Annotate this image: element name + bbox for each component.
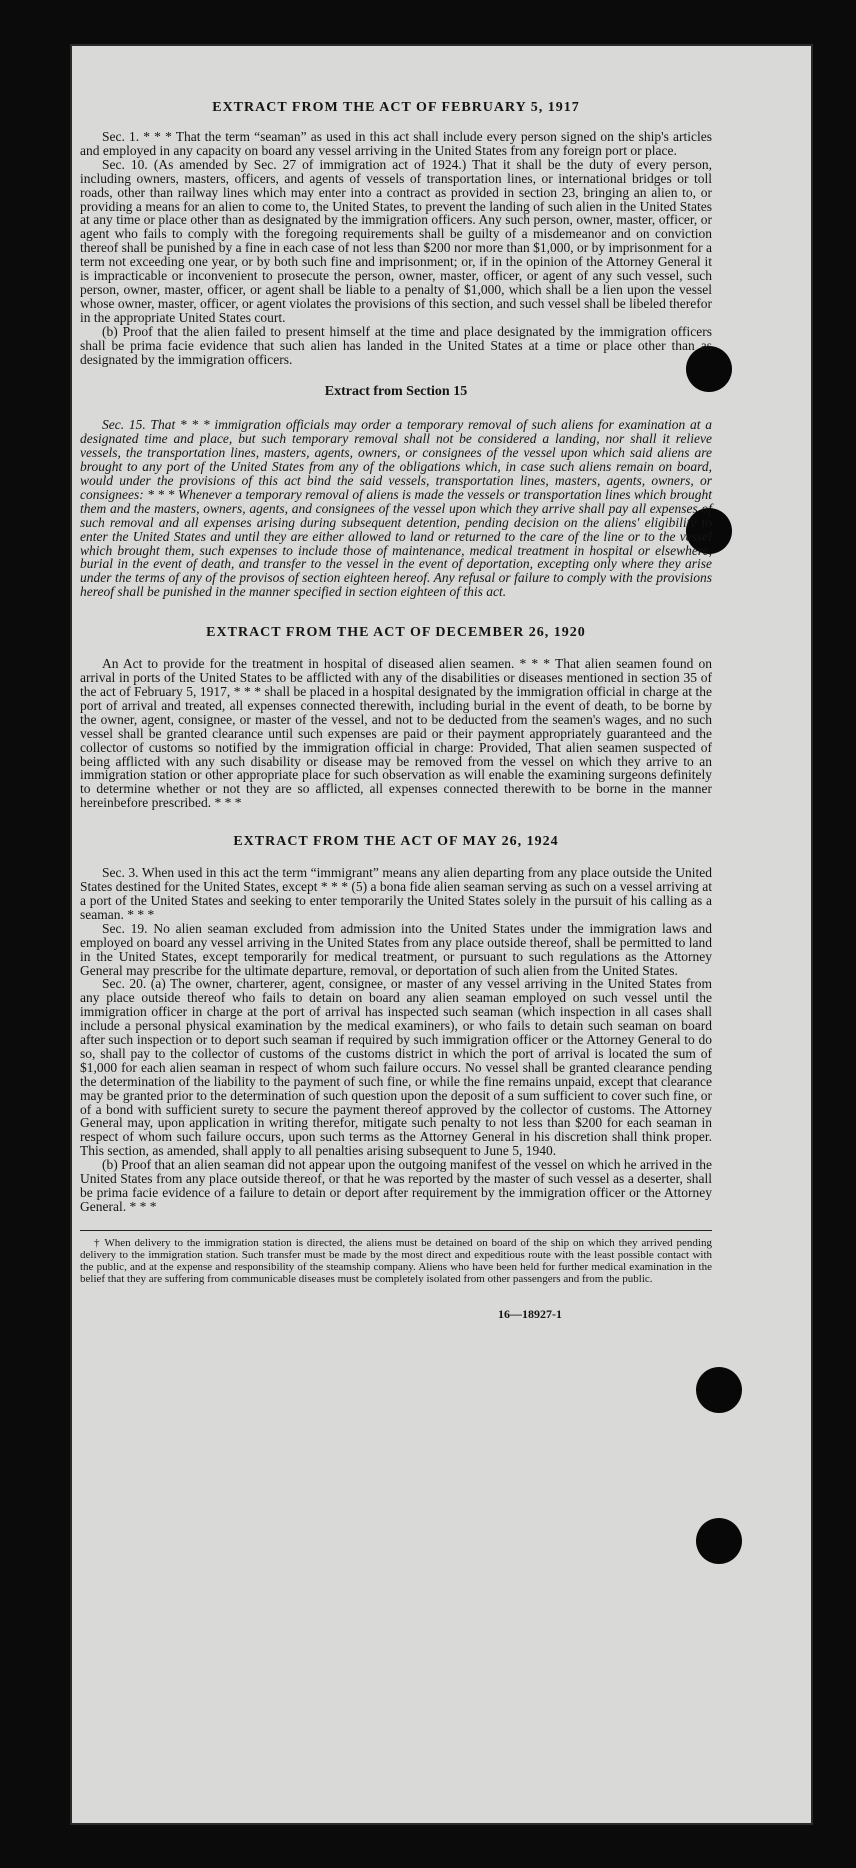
footnote (80, 1230, 712, 1285)
paragraph-sec-19: Sec. 19. No alien seaman excluded from admission into the United States under the immigration laws and employed on board any vessel arriving in the United States from any place outside thereof, shall be permitted to land in the United States, except temporarily for medical treatment, or pursuant to such regulations as the Attorney General may prescribe for the ultimate departure, removal, or deportation of such alien from the United States. (80, 920, 712, 978)
form-number: 16—18927-1 (498, 1306, 562, 1321)
punch-hole (696, 1518, 742, 1564)
paragraph-sec-3: Sec. 3. When used in this act the term “immigrant” means any alien departing from any place outside the United States destined for the United States, except * * * (5) a bona fide alien seaman serving as such on a vessel arriving at a port of the United States and seeking to enter temporarily the United States solely in the pursuit of his calling as a seaman. * * * (80, 865, 712, 922)
heading-act-may-1924: EXTRACT FROM THE ACT OF MAY 26, 1924 (233, 834, 559, 850)
document-text (80, 100, 712, 1322)
paragraph-sec-20b: (b) Proof that an alien seaman did not appear upon the outgoing manifest of the vessel on which he arrived in the United States from any place outside thereof, or that he was reported by the master of such vessel as a deserter, shall be prima facie evidence of a failure to detain or deport after requirement by the immigration officer or the Attorney General. * * * (80, 1157, 712, 1214)
paragraph-sec-20a: Sec. 20. (a) The owner, charterer, agent, consignee, or master of any vessel arriving in the United States from any place outside thereof who fails to detain on board any alien seaman employed on such vessel until the immigration officer in charge at the port of arrival has inspected such seaman (which inspection in all cases shall include a personal physical examination by the medical examiners), or who fails to detain such seaman on board after such inspection or to deport such seaman if required by such immigration officer or the Attorney General to do so, shall pay to the collector of customs of the customs district in which the port of arrival is located the sum of $1,000 for each alien seaman in respect of whom such failure occurs. No vessel shall be granted clearance pending the determination of the liability to the payment of such fine, or while the fine remains unpaid, except that clearance may be granted prior to the determination of such question upon the deposit of a sum sufficient to cover such fine, or of a bond with sufficient surety to secure the payment thereof approved by the collector of customs. The Attorney General may, upon application in writing therefor, mitigate such penalty to not less than $200 for each seaman in respect of whom such failure occurs, upon such terms as the Attorney General in his discretion shall think proper. This section, as amended, shall apply to all penalties arising subsequent to June 5, 1940. (80, 976, 712, 1159)
paragraph-sec-10: Sec. 10. (As amended by Sec. 27 of immigration act of 1924.) That it shall be the duty of every person, including owners, masters, officers, and agents of vessels of transportation lines, or international bridges or toll roads, other than railway lines which may enter into a contract as provided in section 23, bringing an alien to, or providing a means for an alien to come to, the United States, to prevent the landing of such alien in the United States at any time or place other than as designated by the immigration officers. Any such person, owner, master, officer, or agent who fails to comply with the foregoing requirements shall be guilty of a misdemeanor and on conviction thereof shall be punished by a fine in each case of not less than $200 nor more than $1,000, or by imprisonment for a term not exceeding one year, or by both such fine and imprisonment; or, if in the opinion of the Attorney General it is impracticable or inconvenient to prosecute the person, owner, master, officer, or agent of any such vessel, such person, owner, master, officer, or agent shall be liable to a penalty of $1,000, which shall be a lien upon the vessel whose owner, master, officer, or agent violates the provisions of this section, and such vessel shall be libeled therefor in the appropriate United States court. (80, 156, 712, 325)
heading-act-feb-1917: EXTRACT FROM THE ACT OF FEBRUARY 5, 1917 (212, 100, 580, 115)
heading-act-dec-1920: EXTRACT FROM THE ACT OF DECEMBER 26, 1920 (206, 625, 586, 641)
paragraph-sec-15: Sec. 15. That * * * immigration officials may order a temporary removal of such aliens for examination at a designated time and place, but such temporary removal shall not be considered a landing, nor shall it relieve vessels, the transportation lines, masters, agents, owners, or consignees of the vessel upon which said aliens are brought to any port of the United States from any of the obligations which, in case such aliens remain on board, would under the provisions of this act bind the said vessels, transportation lines, masters, agents, owners, or consignees: * * * Whenever a temporary removal of aliens is made the vessels or transportation lines which brought them and the masters, owners, agents, and consignees of the vessel upon which they arrive shall pay all expenses of such removal and all expenses arising during subsequent detention, pending decision on the aliens' eligibility to enter the United States and until they are either allowed to land or returned to the care of the line or to the vessel which brought them, such expenses to include those of maintenance, medical treatment in hospital or elsewhere, burial in the event of death, and transfer to the vessel in the event of deportation, excepting only where they arise under the terms of any of the provisos of section eighteen hereof. Any refusal or failure to comply with the provisions hereof shall be punished in the manner specified in section eighteen of this act. (80, 417, 712, 600)
paragraph-sec-10b: (b) Proof that the alien failed to present himself at the time and place designated by the immigration officers shall be prima facie evidence that such alien has landed in the United States at a time or place other than as designated by the immigration officers. (80, 323, 712, 367)
footnote-text: † When delivery to the immigration station is directed, the aliens must be detained on board of the ship on which they arrived pending delivery to the immigration station. Such transfer must be made by the most direct and expeditious route with the least possible contact with the public, and at the expense and responsibility of the steamship company. Aliens who have been held for further medical examination in the belief that they are suffering from communicable diseases must be completely isolated from other passengers and from the public. (80, 1236, 712, 1285)
heading-section-15: Extract from Section 15 (324, 384, 468, 400)
paragraph-act-1920: An Act to provide for the treatment in hospital of diseased alien seamen. * * * That alien seamen found on arrival in ports of the United States to be afflicted with any of the disabilities or diseases mentioned in section 35 of the act of February 5, 1917, * * * shall be placed in a hospital designated by the immigration official in charge at the port of arrival and treated, all expenses connected therewith, including burial in the event of death, to be borne by the owner, agent, consignee, or master of the vessel, and not to be deducted from the seamen's wages, and no such vessel shall be granted clearance until such expenses are paid or their payment appropriately guaranteed and the collector of customs so notified by the immigration official in charge: Provided, That alien seamen suspected of being afflicted with any such disability or disease may be removed from the vessel on which they arrive to an immigration station or other appropriate place for such observation as will enable the examining surgeons definitely to determine whether or not they are so afflicted, all expenses connected therewith to be borne in the manner hereinbefore prescribed. * * * (80, 656, 712, 811)
punch-hole (696, 1367, 742, 1413)
paragraph-sec-1: Sec. 1. * * * That the term “seaman” as used in this act shall include every person signed on the ship's articles and employed in any capacity on board any vessel arriving in the United States from any foreign port or place. (80, 129, 712, 158)
